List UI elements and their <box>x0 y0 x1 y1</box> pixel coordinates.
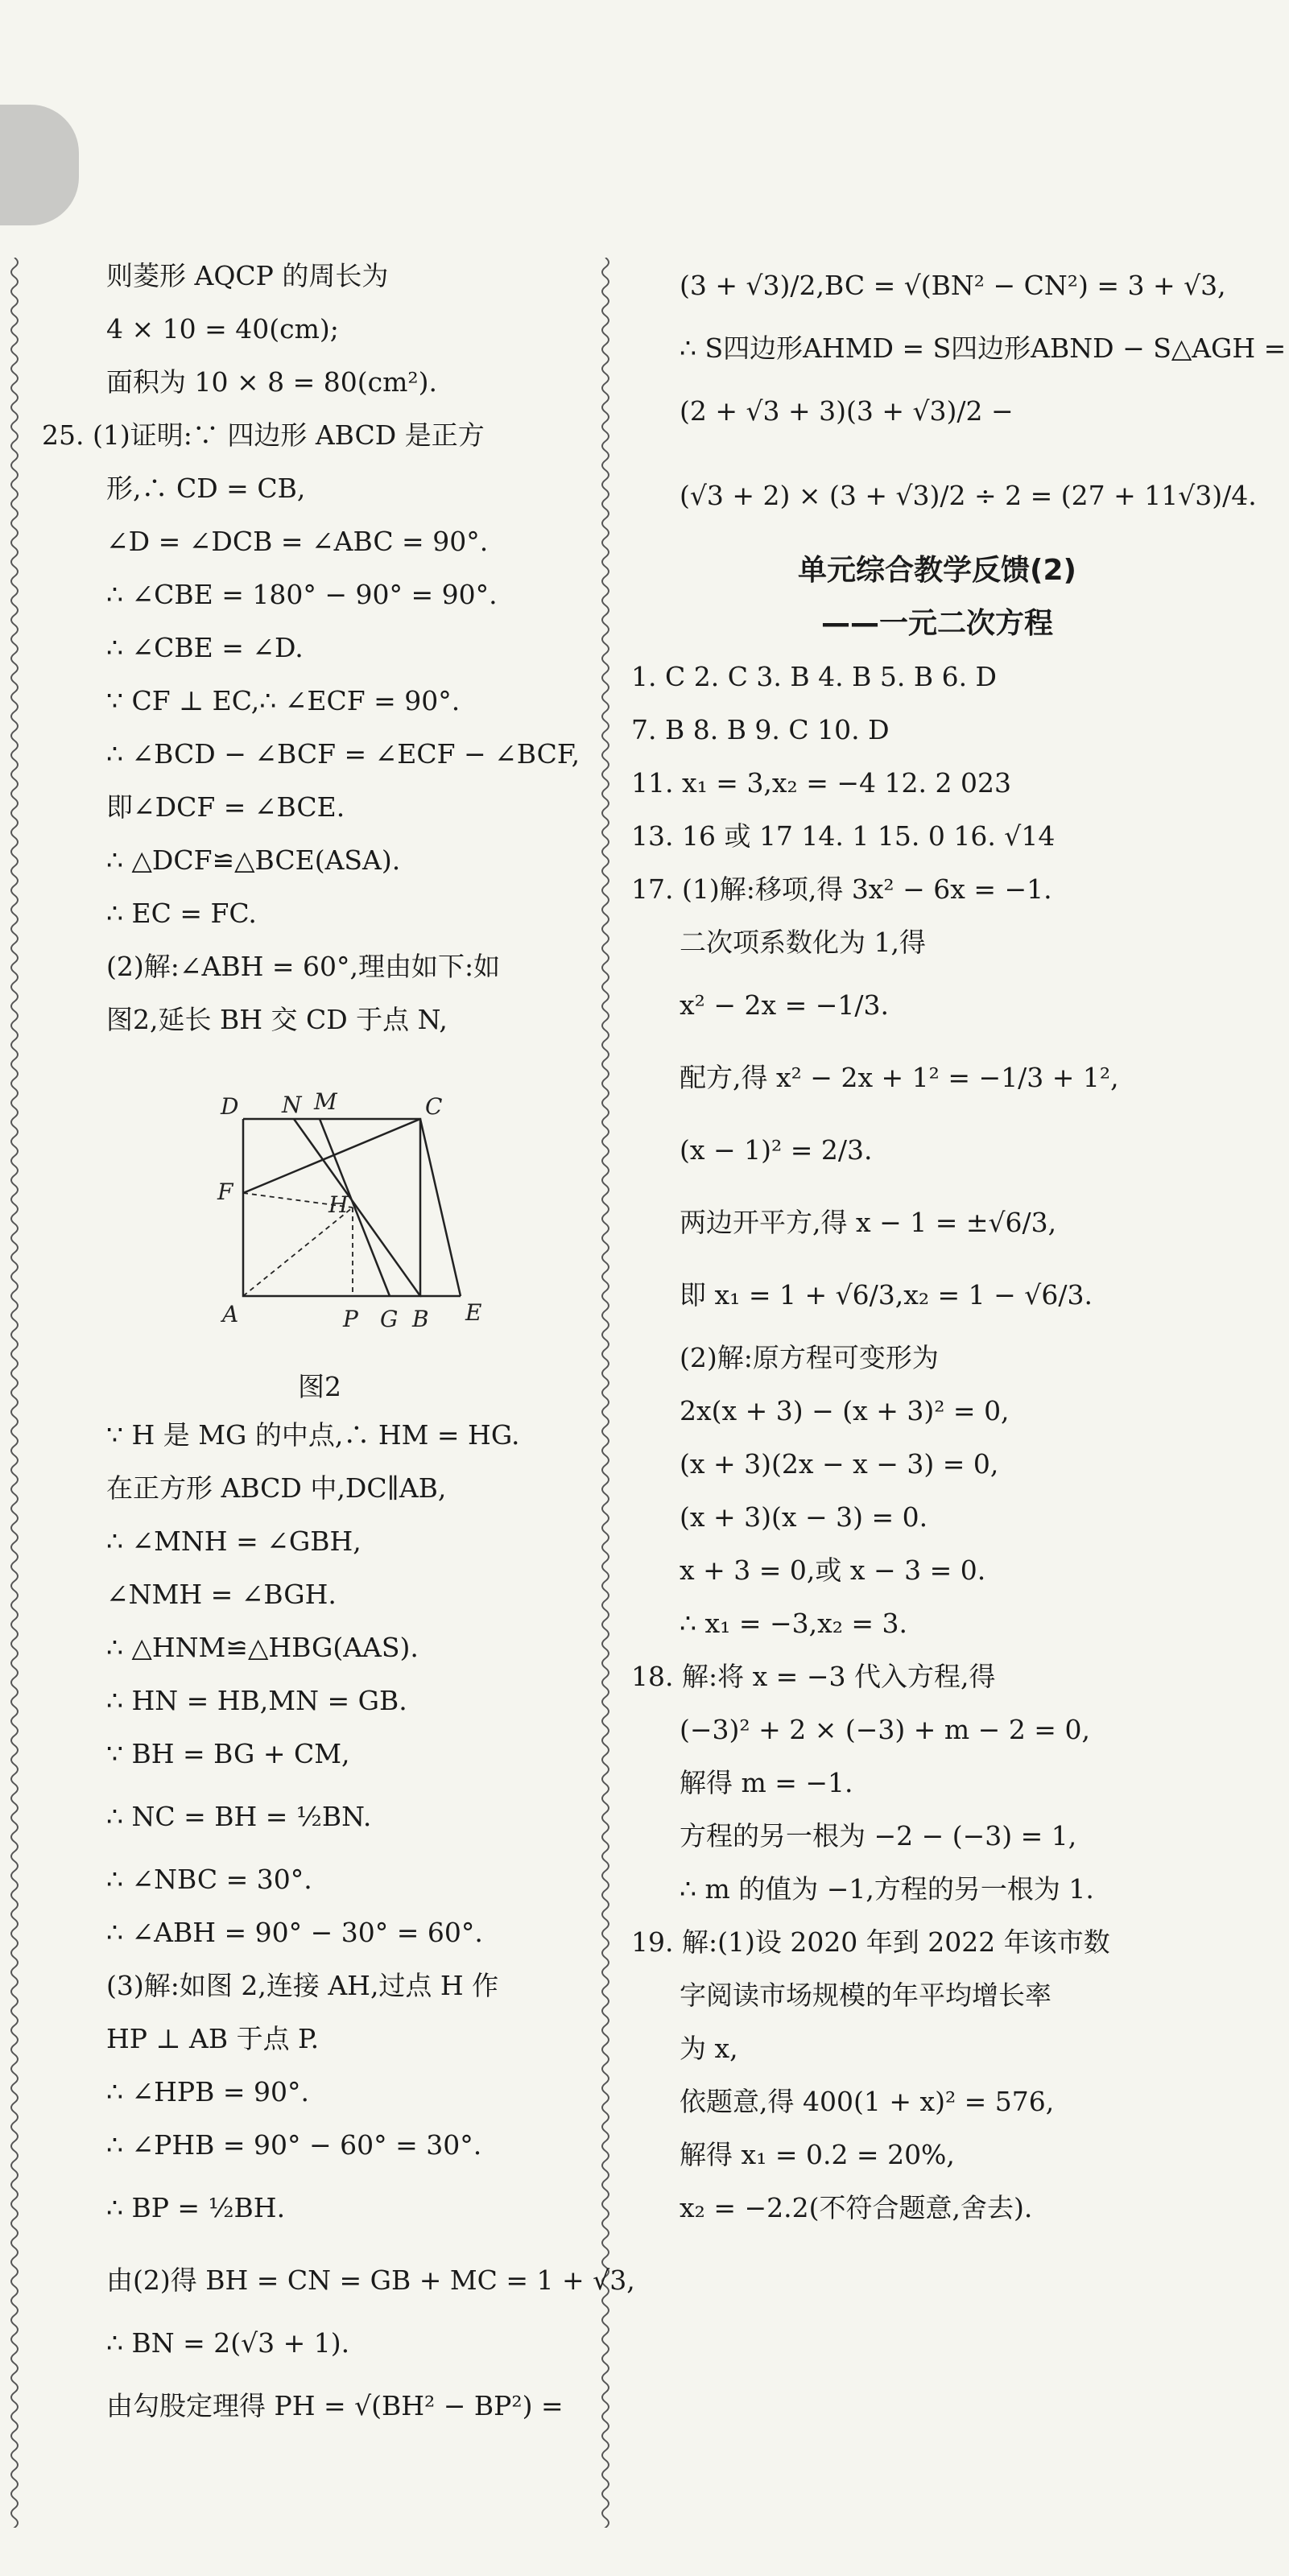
label-g: G <box>380 1306 399 1332</box>
text-line: 11. x₁ = 3,x₂ = −4 12. 2 023 <box>631 767 1011 799</box>
text-line: 二次项系数化为 1,得 <box>680 927 926 958</box>
text-line: 方程的另一根为 −2 − (−3) = 1, <box>680 1820 1077 1852</box>
segment-ah <box>243 1208 353 1296</box>
text-line: 图2,延长 BH 交 CD 于点 N, <box>106 1004 448 1035</box>
text-line: 19. 解:(1)设 2020 年到 2022 年该市数 <box>631 1926 1110 1958</box>
text-line: 由(2)得 BH = CN = GB + MC = 1 + √3, <box>106 2264 635 2296</box>
text-line: (3 + √3)/2,BC = √(BN² − CN²) = 3 + √3, <box>680 270 1226 301</box>
text-line: 为 x, <box>680 2033 738 2064</box>
label-a: A <box>222 1301 239 1327</box>
text-line: ∴ ∠NBC = 30°. <box>106 1864 312 1895</box>
segment-fc <box>243 1119 420 1193</box>
label-n: N <box>282 1092 302 1118</box>
text-line: 两边开平方,得 x − 1 = ±√6/3, <box>680 1207 1057 1238</box>
text-line: 2x(x + 3) − (x + 3)² = 0, <box>680 1395 1010 1426</box>
text-line: 则菱形 AQCP 的周长为 <box>106 260 389 291</box>
text-line: ∴ ∠CBE = ∠D. <box>106 632 304 663</box>
label-f: F <box>217 1179 233 1205</box>
text-line: ∴ m 的值为 −1,方程的另一根为 1. <box>680 1873 1094 1905</box>
text-line: ∴ ∠PHB = 90° − 60° = 30°. <box>106 2129 482 2161</box>
text-line: ∴ BN = 2(√3 + 1). <box>106 2327 350 2359</box>
text-line: ∴ x₁ = −3,x₂ = 3. <box>680 1608 908 1639</box>
text-line: 即∠DCF = ∠BCE. <box>106 791 345 823</box>
text-line: HP ⊥ AB 于点 P. <box>106 2023 320 2054</box>
label-c: C <box>425 1093 443 1120</box>
right-solution-lines <box>631 250 1287 2235</box>
text-line: (x − 1)² = 2/3. <box>680 1134 873 1166</box>
text-line: 面积为 10 × 8 = 80(cm²). <box>106 366 437 398</box>
center-wavy-divider <box>597 258 614 2528</box>
left-column <box>42 250 635 2442</box>
text-line: (√3 + 2) × (3 + √3)/2 ÷ 2 = (27 + 11√3)/4. <box>680 480 1257 511</box>
text-line: (x + 3)(2x − x − 3) = 0, <box>680 1448 999 1480</box>
text-line: 形,∴ CD = CB, <box>106 473 306 504</box>
text-line: (3)解:如图 2,连接 AH,过点 H 作 <box>106 1970 499 2001</box>
text-line: 依题意,得 400(1 + x)² = 576, <box>680 2086 1055 2117</box>
label-h: H <box>328 1191 349 1218</box>
label-m: M <box>314 1088 337 1115</box>
text-line: ∵ CF ⊥ EC,∴ ∠ECF = 90°. <box>106 685 461 716</box>
text-line: ∴ EC = FC. <box>106 898 257 929</box>
text-line: ∠NMH = ∠BGH. <box>106 1579 337 1610</box>
figure-2 <box>42 1046 581 1360</box>
text-line: ∵ BH = BG + CM, <box>106 1738 350 1769</box>
page-tab-marker <box>0 105 79 225</box>
text-line: x² − 2x = −1/3. <box>680 989 889 1021</box>
text-line: (2)解:∠ABH = 60°,理由如下:如 <box>106 951 501 982</box>
geometry-diagram <box>179 1046 517 1352</box>
text-line: 17. (1)解:移项,得 3x² − 6x = −1. <box>631 873 1052 905</box>
text-line: 由勾股定理得 PH = √(BH² − BP²) = <box>106 2390 564 2421</box>
label-b: B <box>412 1306 429 1332</box>
text-line: 25. (1)证明:∵ 四边形 ABCD 是正方 <box>42 419 485 451</box>
text-line: 解得 m = −1. <box>680 1767 853 1798</box>
text-line: 18. 解:将 x = −3 代入方程,得 <box>631 1661 996 1692</box>
text-line: (2)解:原方程可变形为 <box>680 1342 939 1373</box>
right-column <box>631 250 1287 2235</box>
label-e: E <box>465 1299 482 1326</box>
text-line: ∴ HN = HB,MN = GB. <box>106 1685 407 1716</box>
segment-ce <box>420 1119 461 1296</box>
text-line: ∠D = ∠DCB = ∠ABC = 90°. <box>106 526 489 557</box>
text-line: (2 + √3 + 3)(3 + √3)/2 − <box>680 395 1014 427</box>
text-line: (x + 3)(x − 3) = 0. <box>680 1501 928 1533</box>
text-line: 1. C 2. C 3. B 4. B 5. B 6. D <box>631 661 998 692</box>
text-line: x + 3 = 0,或 x − 3 = 0. <box>680 1554 986 1586</box>
figure-caption: 图2 <box>298 1371 341 1402</box>
label-d: D <box>221 1093 239 1120</box>
label-p: P <box>343 1306 358 1332</box>
text-line: x₂ = −2.2(不符合题意,舍去). <box>680 2192 1033 2223</box>
text-line: ∴ BP = ½BH. <box>106 2192 286 2223</box>
text-line: ∴ S四边形AHMD = S四边形ABND − S△AGH = <box>680 332 1287 364</box>
text-line: ∵ H 是 MG 的中点,∴ HM = HG. <box>106 1419 520 1451</box>
text-line: 在正方形 ABCD 中,DC∥AB, <box>106 1472 447 1504</box>
text-line: ——一元二次方程 <box>820 607 1053 640</box>
text-line: 7. B 8. B 9. C 10. D <box>631 714 890 745</box>
text-line: ∴ ∠BCD − ∠BCF = ∠ECF − ∠BCF, <box>106 738 580 770</box>
text-line: ∴ ∠CBE = 180° − 90° = 90°. <box>106 579 498 610</box>
text-line: 解得 x₁ = 0.2 = 20%, <box>680 2139 955 2170</box>
left-wavy-border <box>6 258 23 2528</box>
text-line: ∴ △DCF≌△BCE(ASA). <box>106 844 401 876</box>
text-line: 单元综合教学反馈(2) <box>798 554 1076 587</box>
text-line: ∴ ∠HPB = 90°. <box>106 2076 309 2107</box>
text-line: 字阅读市场规模的年平均增长率 <box>680 1979 1051 2011</box>
text-line: (−3)² + 2 × (−3) + m − 2 = 0, <box>680 1714 1090 1745</box>
text-line: 4 × 10 = 40(cm); <box>106 313 339 345</box>
text-line: 配方,得 x² − 2x + 1² = −1/3 + 1², <box>680 1062 1119 1093</box>
text-line: 13. 16 或 17 14. 1 15. 0 16. √14 <box>631 820 1056 852</box>
text-line: ∴ △HNM≌△HBG(AAS). <box>106 1632 419 1663</box>
left-solution-lines <box>42 250 581 1046</box>
text-line: ∴ NC = BH = ½BN. <box>106 1801 372 1832</box>
text-line: 即 x₁ = 1 + √6/3,x₂ = 1 − √6/3. <box>680 1279 1093 1311</box>
text-line: ∴ ∠ABH = 90° − 30° = 60°. <box>106 1917 483 1948</box>
text-line: ∴ ∠MNH = ∠GBH, <box>106 1525 361 1557</box>
left-solution-lines-continued <box>42 1409 635 2442</box>
